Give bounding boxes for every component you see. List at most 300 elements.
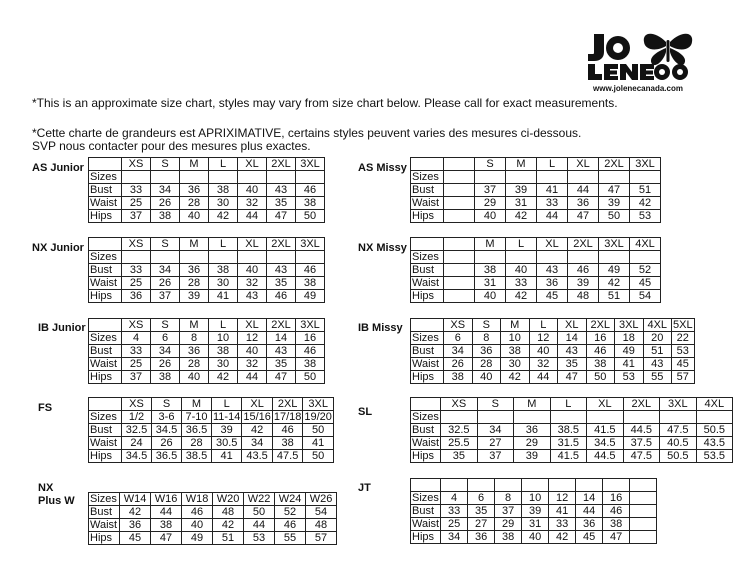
row-label: Waist	[411, 358, 444, 371]
table-cell: 38	[586, 358, 615, 371]
table-cell: 44	[238, 371, 267, 384]
table-cell: 42	[120, 506, 151, 519]
size-table-as-junior	[88, 157, 325, 223]
row-label: Bust	[89, 506, 120, 519]
table-cell: 48	[306, 519, 337, 532]
table-cell: 35	[441, 450, 478, 463]
table-cell	[599, 171, 630, 184]
table-cell	[122, 251, 151, 264]
column-header: M	[180, 238, 209, 251]
table-row	[411, 371, 695, 384]
table-cell	[696, 411, 733, 424]
table-cell	[441, 411, 478, 424]
table-row	[411, 531, 657, 544]
table-cell: 50	[599, 210, 630, 223]
size-table-nx-plus-w	[88, 492, 337, 545]
table-cell: 38	[603, 518, 630, 531]
header-corner-cell	[411, 479, 441, 492]
table-row	[411, 345, 695, 358]
table-row	[89, 532, 337, 545]
header-corner-cell	[89, 158, 122, 171]
table-cell: 34.5	[122, 450, 152, 463]
table-cell: 43	[643, 358, 672, 371]
column-header: S	[151, 319, 180, 332]
table-cell: 50	[303, 424, 334, 437]
table-cell	[444, 251, 475, 264]
table-cell	[444, 184, 475, 197]
table-cell: 35	[267, 358, 296, 371]
table-row	[411, 437, 733, 450]
chart-title-nx-junior: NX Junior	[32, 242, 84, 254]
table-cell: 4	[441, 492, 468, 505]
table-cell: 26	[151, 277, 180, 290]
column-header: XS	[122, 398, 152, 411]
column-header: XS	[444, 319, 473, 332]
table-cell: 47	[603, 531, 630, 544]
table-cell: 39	[599, 197, 630, 210]
table-cell: 39	[506, 184, 537, 197]
table-cell: 38	[209, 184, 238, 197]
table-cell: 38	[296, 197, 325, 210]
row-label: Hips	[411, 531, 441, 544]
table-cell: 44	[151, 506, 182, 519]
column-header	[549, 479, 576, 492]
table-cell: 40	[180, 210, 209, 223]
table-cell: 37	[475, 184, 506, 197]
row-label: Hips	[89, 371, 122, 384]
table-cell: 54	[306, 506, 337, 519]
table-cell: 44	[529, 371, 558, 384]
table-cell	[623, 411, 660, 424]
column-header	[576, 479, 603, 492]
column-header: L	[209, 238, 238, 251]
table-cell	[444, 290, 475, 303]
row-label: Waist	[89, 437, 122, 450]
table-cell: 40	[522, 531, 549, 544]
table-cell: 14	[267, 332, 296, 345]
row-label: Hips	[89, 450, 122, 463]
table-cell: 55	[643, 371, 672, 384]
table-cell	[444, 277, 475, 290]
table-row	[89, 277, 325, 290]
table-cell: 10	[209, 332, 238, 345]
table-cell: 55	[275, 532, 306, 545]
table-row	[411, 197, 661, 210]
table-cell: 7-10	[182, 411, 212, 424]
column-header: 3XL	[599, 238, 630, 251]
column-header: XS	[122, 319, 151, 332]
table-cell: W14	[120, 493, 151, 506]
table-cell: 42	[549, 531, 576, 544]
row-label: Waist	[89, 358, 122, 371]
column-header: 3XL	[660, 398, 697, 411]
table-cell: 30	[209, 358, 238, 371]
table-cell: 46	[603, 505, 630, 518]
column-header: XL	[238, 238, 267, 251]
table-cell: 46	[296, 264, 325, 277]
table-cell: 49	[296, 290, 325, 303]
column-header: 2XL	[267, 319, 296, 332]
column-header: 5XL	[673, 319, 693, 331]
table-cell: 49	[599, 264, 630, 277]
table-cell: 43	[267, 184, 296, 197]
column-header: XL	[238, 319, 267, 332]
table-cell	[537, 251, 568, 264]
table-cell: 44	[568, 184, 599, 197]
chart-title-as-missy: AS Missy	[358, 162, 407, 174]
table-cell: 32	[238, 197, 267, 210]
column-header: 3XL	[296, 319, 325, 332]
table-cell: 25	[122, 277, 151, 290]
size-table-fs	[88, 397, 334, 463]
table-cell: 42	[213, 519, 244, 532]
column-header: XL	[558, 319, 587, 332]
table-row	[89, 332, 325, 345]
table-cell: 32.5	[441, 424, 478, 437]
table-row	[411, 210, 661, 223]
table-cell	[477, 411, 514, 424]
size-table-ib-junior	[88, 318, 325, 384]
table-cell: 34.5	[152, 424, 182, 437]
table-cell: 3-6	[152, 411, 182, 424]
column-header: 4XL	[643, 319, 672, 332]
table-cell: 15/16	[243, 411, 271, 423]
table-row	[411, 251, 661, 264]
table-cell: 34	[444, 345, 473, 358]
row-label: Waist	[411, 197, 444, 210]
table-cell: 17/18	[273, 411, 302, 423]
table-cell: 37	[122, 210, 151, 223]
table-cell: 41.5	[587, 424, 624, 437]
table-cell: 38	[296, 277, 325, 290]
table-row	[89, 210, 325, 223]
column-header: 3XL	[296, 158, 325, 171]
table-cell: 39	[522, 505, 549, 518]
size-table-nx-junior	[88, 237, 325, 303]
table-cell	[630, 171, 661, 184]
chart-title-sl: SL	[358, 406, 373, 418]
table-cell: 40	[475, 290, 506, 303]
column-header: M	[180, 319, 209, 332]
jolene-logo	[582, 30, 694, 94]
size-table-ib-missy	[410, 318, 695, 384]
table-cell: 38	[209, 264, 238, 277]
table-cell: 34	[242, 437, 273, 450]
column-header: 4XL	[630, 238, 661, 251]
table-cell: 42	[242, 424, 273, 437]
table-cell: 38	[272, 437, 303, 450]
table-cell: 46	[296, 184, 325, 197]
table-cell: 51	[213, 532, 244, 545]
table-cell: 46	[568, 264, 599, 277]
table-cell: 42	[599, 277, 630, 290]
table-cell	[587, 411, 624, 424]
table-cell: 46	[272, 424, 303, 437]
column-header: L	[537, 158, 568, 171]
table-cell: 25	[122, 197, 151, 210]
table-cell: 12	[238, 332, 267, 345]
row-label: Hips	[89, 210, 122, 223]
table-cell	[209, 251, 238, 264]
table-cell: 36	[180, 264, 209, 277]
table-cell: 12	[549, 492, 576, 505]
note-english: *This is an approximate size chart, styles may vary from size chart below. Please call for exact measurements.	[32, 96, 618, 110]
table-cell: 44	[244, 519, 275, 532]
table-cell	[660, 411, 697, 424]
table-cell: 29	[475, 197, 506, 210]
row-label: Hips	[411, 450, 441, 463]
row-label: Sizes	[412, 492, 439, 504]
table-cell: 35	[558, 358, 587, 371]
table-cell: 16	[296, 332, 325, 345]
table-row	[89, 519, 337, 532]
column-header: L	[209, 319, 238, 332]
row-label: Bust	[89, 424, 122, 437]
table-header-row	[411, 319, 695, 332]
table-cell: 24	[122, 437, 152, 450]
table-cell: 10	[522, 492, 549, 505]
table-cell: 31	[506, 197, 537, 210]
table-cell: 36	[120, 519, 151, 532]
table-cell	[267, 171, 296, 184]
table-cell: 46	[267, 290, 296, 303]
table-cell: 42	[506, 290, 537, 303]
row-label: Bust	[411, 505, 441, 518]
table-row	[411, 492, 657, 505]
table-cell: 52	[275, 506, 306, 519]
table-row	[89, 251, 325, 264]
table-cell: 36	[568, 197, 599, 210]
column-header: 2XL	[272, 398, 303, 411]
column-header: S	[475, 158, 506, 171]
table-cell: 50	[296, 371, 325, 384]
table-row	[89, 171, 325, 184]
table-header-row	[89, 319, 325, 332]
table-header-row	[411, 479, 657, 492]
table-cell: 41	[537, 184, 568, 197]
table-cell: 53.5	[696, 450, 733, 463]
table-cell: 40	[238, 264, 267, 277]
table-cell	[550, 411, 587, 424]
size-table-sl	[410, 397, 733, 463]
table-cell: 36	[514, 424, 551, 437]
table-cell: 8	[495, 492, 522, 505]
table-header-row	[89, 398, 334, 411]
column-header: L	[209, 158, 238, 171]
table-cell: 36	[180, 345, 209, 358]
table-cell: 36	[468, 531, 495, 544]
table-cell: W26	[306, 493, 337, 506]
note-french-1: *Cette charte de grandeurs est APRIXIMATIVE, certains styles peuvent varies des mesures ci-dessous.	[32, 126, 582, 140]
column-header: XS	[122, 158, 151, 171]
row-label: Bust	[411, 424, 441, 437]
column-header: 2XL	[586, 319, 615, 332]
table-row	[411, 290, 661, 303]
table-row	[411, 505, 657, 518]
table-cell: 33	[122, 264, 151, 277]
table-cell	[568, 251, 599, 264]
table-cell: 38.5	[550, 424, 587, 437]
table-cell: 37	[495, 505, 522, 518]
column-header: XL	[587, 398, 624, 411]
row-label: Bust	[89, 184, 122, 197]
column-header	[630, 479, 657, 492]
column-header: 4XL	[696, 398, 733, 411]
table-row	[411, 277, 661, 290]
table-cell: 40	[475, 210, 506, 223]
table-cell: 44	[576, 505, 603, 518]
table-cell: 36	[537, 277, 568, 290]
table-cell: 42	[506, 210, 537, 223]
row-label: Waist	[89, 519, 120, 532]
table-row	[411, 264, 661, 277]
table-cell	[514, 411, 551, 424]
chart-title-jt: JT	[358, 482, 371, 494]
table-cell: 37	[151, 290, 180, 303]
table-cell: 22	[672, 332, 695, 345]
table-cell	[506, 251, 537, 264]
table-cell: 38	[501, 345, 530, 358]
column-header: XS	[122, 238, 151, 251]
table-cell: 38	[151, 210, 180, 223]
table-cell	[475, 171, 506, 184]
table-cell: 43	[537, 264, 568, 277]
table-cell: 57	[306, 532, 337, 545]
column-header: XS	[441, 398, 478, 411]
row-label: Sizes	[411, 332, 444, 345]
table-cell: 35	[267, 277, 296, 290]
table-cell: 31.5	[550, 437, 587, 450]
table-cell: 33	[441, 505, 468, 518]
table-cell	[506, 171, 537, 184]
column-header: XL	[238, 158, 267, 171]
table-cell: 37	[477, 450, 514, 463]
table-cell: 14	[558, 332, 587, 345]
table-cell: 10	[501, 332, 530, 345]
table-cell: 40	[238, 184, 267, 197]
table-cell: 32	[238, 358, 267, 371]
column-header: S	[472, 319, 501, 332]
table-cell: 32	[529, 358, 558, 371]
table-cell	[238, 171, 267, 184]
table-cell: 42	[209, 210, 238, 223]
column-header: 2XL	[267, 158, 296, 171]
column-header	[441, 479, 468, 492]
row-label: Bust	[411, 264, 444, 277]
table-cell	[238, 251, 267, 264]
table-cell: 8	[180, 332, 209, 345]
table-cell: 47	[599, 184, 630, 197]
column-header	[468, 479, 495, 492]
table-row	[89, 411, 334, 424]
table-cell: 29	[514, 437, 551, 450]
table-cell: 34	[151, 264, 180, 277]
table-row	[411, 171, 661, 184]
table-row	[89, 197, 325, 210]
table-cell: 11-14	[213, 411, 241, 423]
column-header: L	[506, 238, 537, 251]
column-header: M	[506, 158, 537, 171]
table-cell: 6	[151, 332, 180, 345]
header-corner-cell	[411, 398, 441, 411]
table-cell: 28	[472, 358, 501, 371]
header-corner-cell	[411, 238, 444, 251]
chart-title-ib-junior: IB Junior	[38, 322, 86, 334]
table-cell: 44.5	[623, 424, 660, 437]
table-cell: 41	[615, 358, 644, 371]
table-row	[411, 184, 661, 197]
table-cell: 48	[213, 506, 244, 519]
table-cell	[599, 251, 630, 264]
header-corner-cell	[89, 238, 122, 251]
table-row	[89, 264, 325, 277]
table-cell: 54	[630, 290, 661, 303]
table-cell: 43	[558, 345, 587, 358]
column-header: L	[529, 319, 558, 332]
table-cell	[475, 251, 506, 264]
table-cell: 43.5	[696, 437, 733, 450]
table-cell: 37	[122, 371, 151, 384]
table-cell: 40.5	[660, 437, 697, 450]
table-cell: 25	[122, 358, 151, 371]
table-row	[411, 518, 657, 531]
table-cell: 41.5	[550, 450, 587, 463]
table-cell: 49	[615, 345, 644, 358]
table-cell	[630, 251, 661, 264]
chart-title-nx-missy: NX Missy	[358, 242, 407, 254]
table-cell: 46	[182, 506, 213, 519]
table-cell: 33	[549, 518, 576, 531]
table-cell: 38	[151, 371, 180, 384]
table-cell: 38	[209, 345, 238, 358]
table-cell: 46	[296, 345, 325, 358]
header-corner-cell	[89, 319, 122, 332]
table-cell: W22	[244, 493, 275, 506]
table-row	[89, 184, 325, 197]
row-label: Bust	[411, 184, 444, 197]
table-cell: 41	[303, 437, 334, 450]
row-label: Waist	[411, 277, 444, 290]
table-cell: 38	[475, 264, 506, 277]
column-header: 3XL	[615, 319, 644, 332]
column-header: XL	[242, 398, 273, 411]
table-cell: 45	[672, 358, 695, 371]
row-label: Hips	[89, 290, 122, 303]
table-cell	[151, 251, 180, 264]
table-cell: 36.5	[152, 450, 182, 463]
table-cell: 18	[615, 332, 644, 345]
column-header	[444, 158, 475, 171]
table-cell: 38	[296, 358, 325, 371]
table-cell: 6	[444, 332, 473, 345]
table-row	[89, 450, 334, 463]
table-cell: 28	[180, 358, 209, 371]
table-cell: 42	[209, 371, 238, 384]
row-label: Waist	[412, 518, 440, 530]
table-cell: W24	[275, 493, 306, 506]
table-cell	[209, 171, 238, 184]
table-cell: 30	[501, 358, 530, 371]
table-cell: 27	[468, 518, 495, 531]
table-cell: 38.5	[182, 450, 212, 463]
table-cell: 41	[212, 450, 242, 463]
table-header-row	[411, 158, 661, 171]
row-label: Sizes	[89, 251, 122, 264]
table-cell: 26	[151, 358, 180, 371]
table-cell: 47.5	[660, 424, 697, 437]
table-cell	[568, 171, 599, 184]
table-cell: 50	[244, 506, 275, 519]
